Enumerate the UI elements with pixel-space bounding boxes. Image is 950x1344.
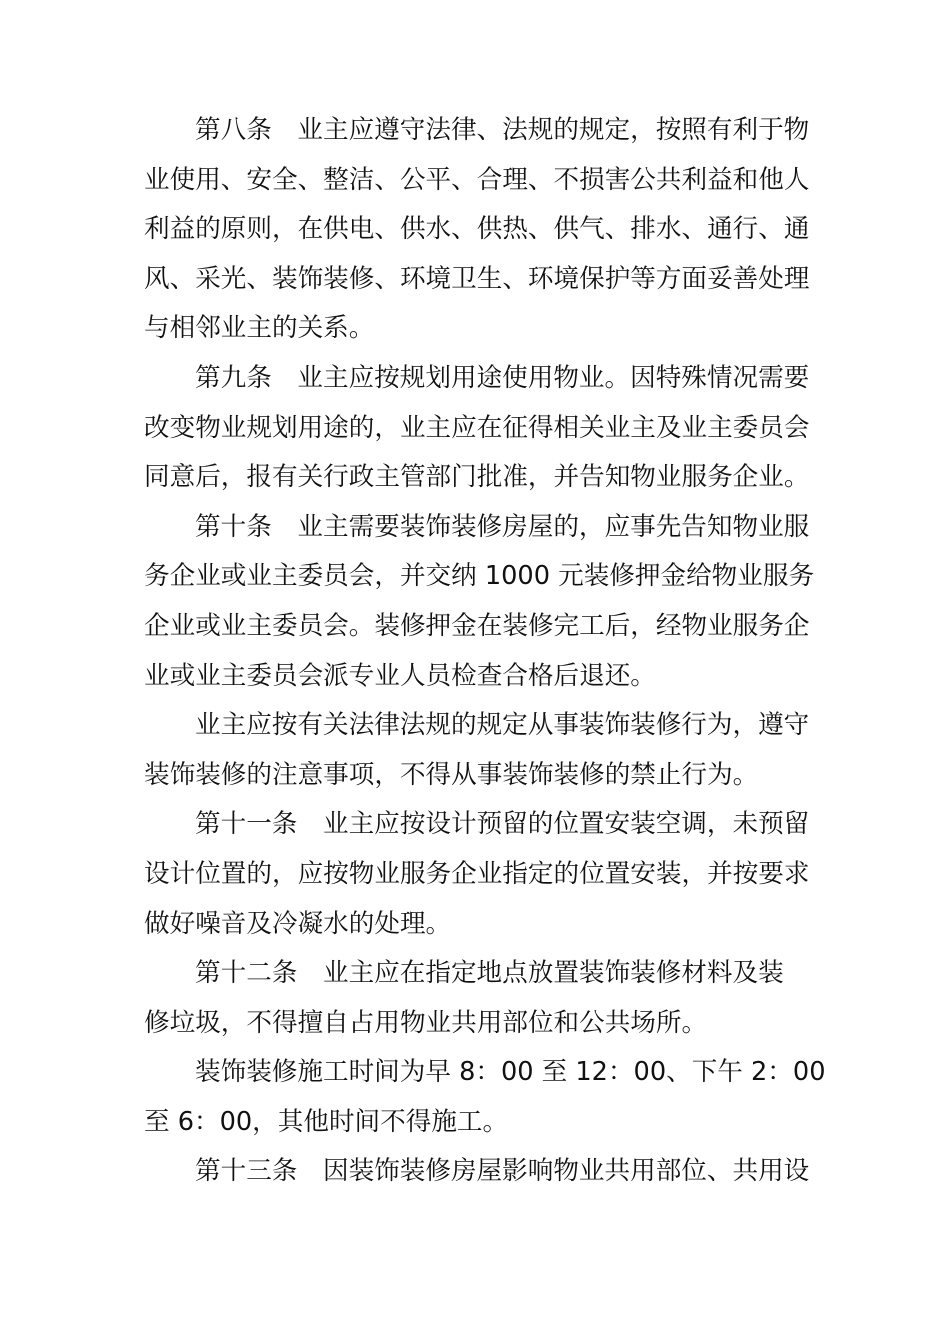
article-10-para-2-line-1: 业主应按有关法律法规的规定从事装饰装修行为，遵守 [195,710,810,741]
article-13-line-1: 第十三条 因装饰装修房屋影响物业共用部位、共用设 [195,1156,810,1187]
article-12-para-2-line-1: 装饰装修施工时间为早 8：00 至 12：00、下午 2：00 [195,1057,826,1088]
article-12-line-1: 第十二条 业主应在指定地点放置装饰装修材料及装 [195,958,784,989]
article-8-line-3: 利益的原则，在供电、供水、供热、供气、排水、通行、通 [144,214,810,245]
article-8-line-4: 风、采光、装饰装修、环境卫生、环境保护等方面妥善处理 [144,263,810,294]
article-10-line-2: 务企业或业主委员会，并交纳 1000 元装修押金给物业服务 [144,561,815,592]
article-9-line-2: 改变物业规划用途的，业主应在征得相关业主及业主委员会 [144,412,810,443]
article-11-line-3: 做好噪音及冷凝水的处理。 [144,908,452,939]
article-10-para-2-line-2: 装饰装修的注意事项，不得从事装饰装修的禁止行为。 [144,759,759,790]
article-8-line-2: 业使用、安全、整洁、公平、合理、不损害公共利益和他人 [144,164,810,195]
article-8-line-5: 与相邻业主的关系。 [144,313,375,344]
article-9-line-3: 同意后，报有关行政主管部门批准，并告知物业服务企业。 [144,462,810,493]
article-12-para-2-line-2: 至 6：00，其他时间不得施工。 [144,1106,509,1137]
article-10-line-3: 企业或业主委员会。装修押金在装修完工后，经物业服务企 [144,610,810,641]
document-body [144,106,826,1197]
article-10-line-4: 业或业主委员会派专业人员检查合格后退还。 [144,660,656,691]
article-10-line-1: 第十条 业主需要装饰装修房屋的，应事先告知物业服 [195,511,810,542]
article-11-line-2: 设计位置的，应按物业服务企业指定的位置安装，并按要求 [144,858,810,889]
article-12-line-2: 修垃圾，不得擅自占用物业共用部位和公共场所。 [144,1007,708,1038]
article-11-line-1: 第十一条 业主应按设计预留的位置安装空调，未预留 [195,809,810,840]
article-8-line-1: 第八条 业主应遵守法律、法规的规定，按照有利于物 [195,115,810,145]
article-9-line-1: 第九条 业主应按规划用途使用物业。因特殊情况需要 [195,362,810,393]
